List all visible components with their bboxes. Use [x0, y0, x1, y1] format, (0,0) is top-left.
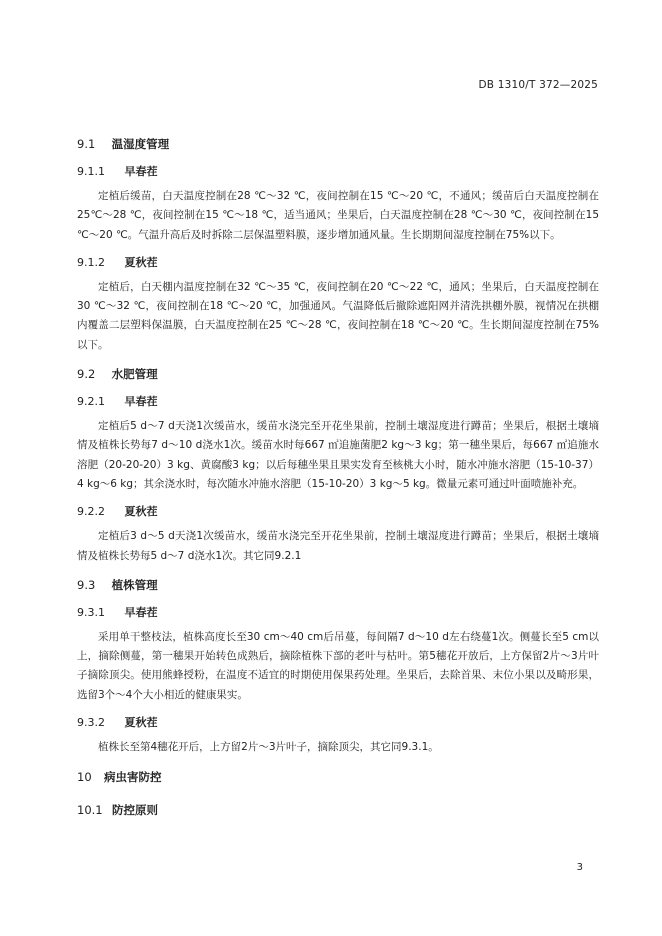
paragraph: 定植后5 d～7 d天浇1次缓苗水，缓苗水浇完至开花坐果前，控制土壤湿度进行蹲苗；坐果后，根据土壤墒情及植株长势每7 d～10 d浇水1次。缓苗水时每667 ㎡追施菌肥2 kg～3 kg；第一穗坐果后，每667 ㎡追施水溶肥（20-20-20）3 kg、黄腐酸3 kg；以后每穗坐果且果实发育至核桃大小时，随水冲施水溶肥（15-10-37）4 kg～6 kg；其余浇水时，每次随水冲施水溶肥（15-10-20）3 kg～5 kg。微量元素可通过叶面喷施补充。: [77, 420, 599, 490]
paragraph: 植株长至第4穗花开后，上方留2片～3片叶子，摘除顶尖，其它同9.3.1。: [98, 741, 439, 754]
subsection-heading-9-1-1: 9.1.1 早春茬: [77, 165, 158, 178]
paragraph: 定植后3 d～5 d天浇1次缓苗水，缓苗水浇完至开花坐果前，控制土壤湿度进行蹲苗；坐果后，根据土壤墒情及植株长势每5 d～7 d浇水1次。其它同9.2.1: [77, 530, 599, 562]
subsection-heading-9-3-1: 9.3.1 早春茬: [77, 605, 158, 619]
subsection-heading-9-1-2: 9.1.2 夏秋茬: [77, 255, 158, 269]
section-heading-9-1: 9.1 温湿度管理: [77, 137, 170, 151]
paragraph: 采用单干整枝法，植株高度长至30 cm～40 cm后吊蔓，每间隔7 d～10 d左右绕蔓1次。侧蔓长至5 cm以上，摘除侧蔓，第一穗果开始转色成熟后，摘除植株下部的老叶与枯叶。第5穗花开放后，上方保留2片～3片叶子摘除顶尖。使用熊蜂授粉，在温度不适宜的时期使用保果药处理。坐果后，去除首果、末位小果以及畸形果，选留3个～4个大小相近的健康果实。: [77, 630, 599, 701]
paragraph: 定植后缓苗，白天温度控制在28 ℃～32 ℃，夜间控制在15 ℃～20 ℃，不通风；缓苗后白天温度控制在25℃～28 ℃，夜间控制在15 ℃～18 ℃，适当通风；坐果后，白天温度控制在28 ℃～30 ℃，夜间控制在15 ℃～20 ℃。气温升高后及时拆除二层保温塑料膜，逐步增加通风量。生长期期间湿度控制在75%以下。: [77, 190, 599, 241]
section-heading-10-1: 10.1 防控原则: [77, 803, 159, 818]
standard-code: DB 1310/T 372—2025: [478, 79, 598, 91]
subsection-heading-9-2-1: 9.2.1 早春茬: [77, 395, 158, 409]
section-heading-9-3: 9.3 植株管理: [77, 577, 158, 592]
subsection-heading-9-3-2: 9.3.2 夏秋茬: [77, 716, 158, 730]
page-number: 3: [576, 862, 583, 873]
chapter-heading-10: 10 病虫害防控: [77, 770, 162, 785]
document-body: [77, 128, 599, 818]
paragraph: 定植后，白天棚内温度控制在32 ℃～35 ℃，夜间控制在20 ℃～22 ℃，通风；坐果后，白天温度控制在30 ℃～32 ℃，夜间控制在18 ℃～20 ℃，加强通风。气温降低后撤除遮阳网并清洗拱棚外膜，视情况在拱棚内覆盖二层塑料保温膜，白天温度控制在25 ℃～28 ℃，夜间控制在18 ℃～20 ℃。生长期间湿度控制在75%以下。: [77, 280, 599, 351]
subsection-heading-9-2-2: 9.2.2 夏秋茬: [77, 505, 158, 519]
section-heading-9-2: 9.2 水肥管理: [77, 367, 158, 382]
